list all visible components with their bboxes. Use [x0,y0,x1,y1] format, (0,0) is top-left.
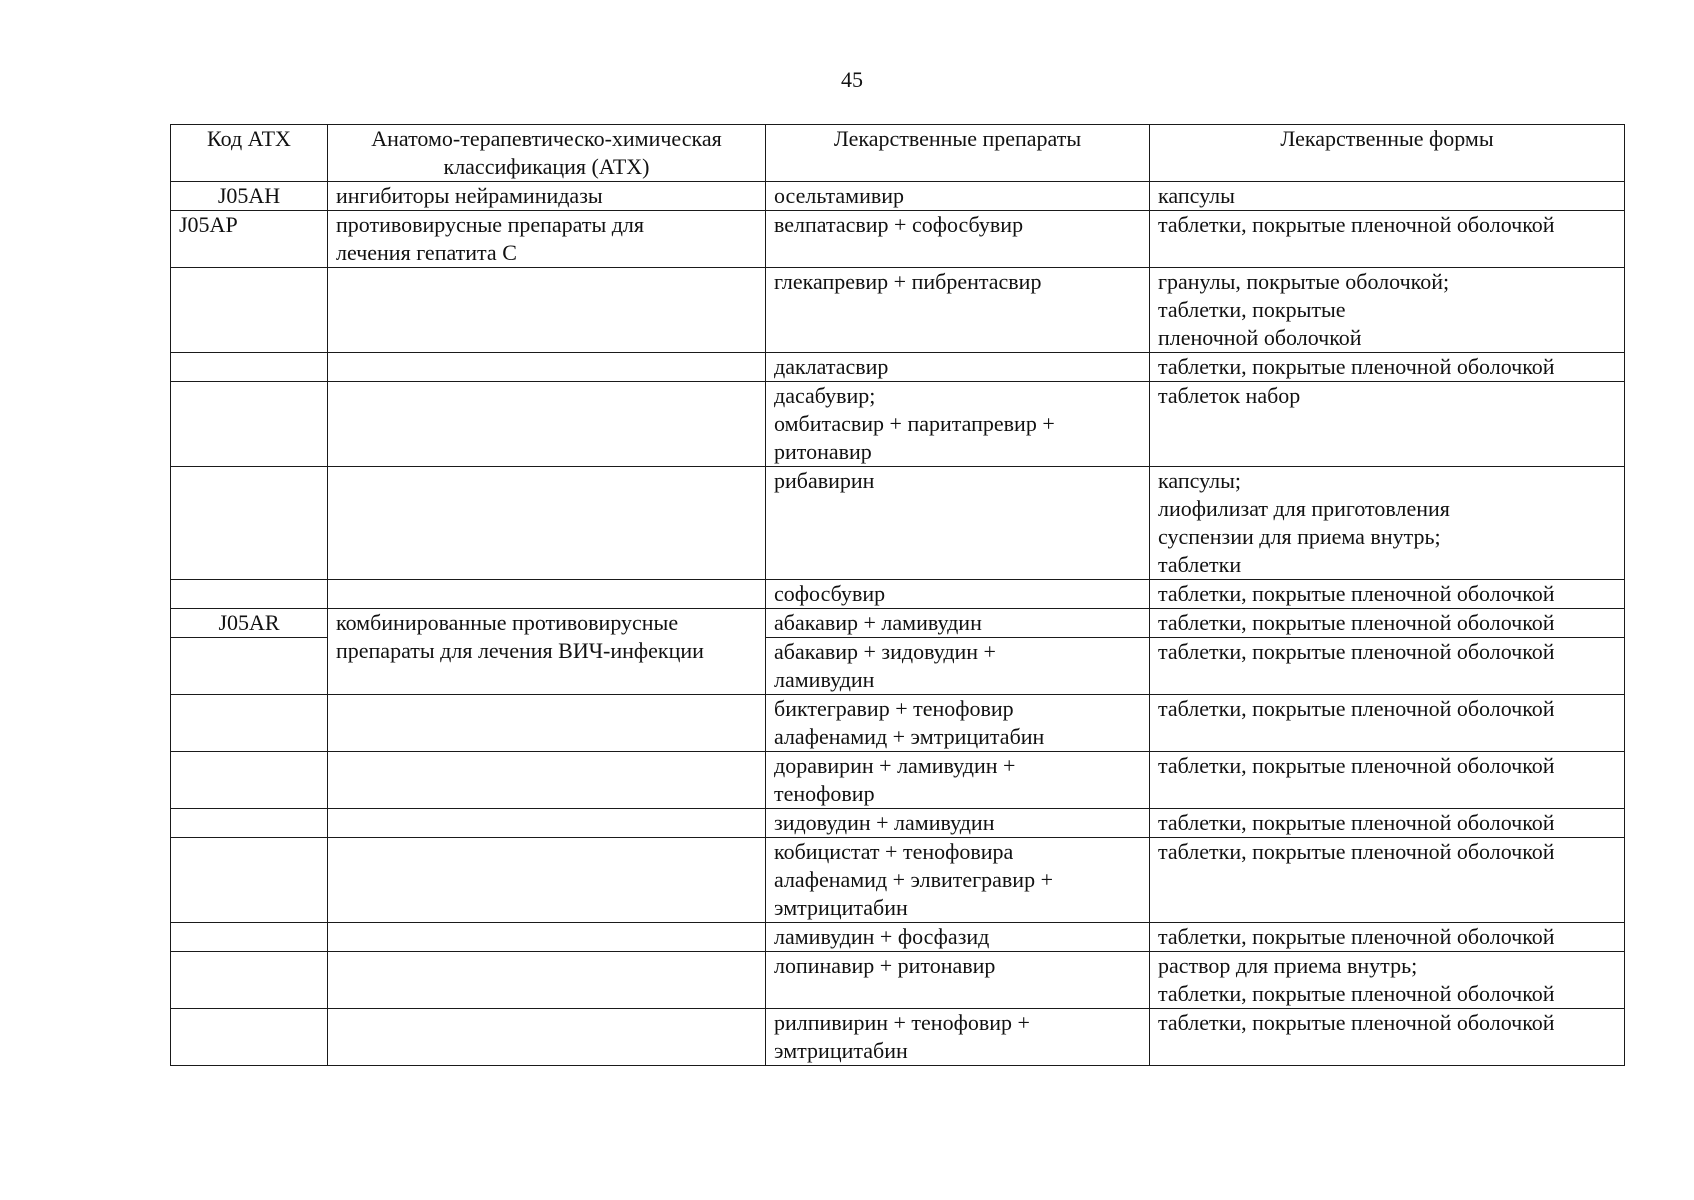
dosage-form-cell: гранулы, покрытые оболочкой; таблетки, покрытые пленочной оболочкой [1150,268,1625,353]
dosage-form-cell: таблеток набор [1150,382,1625,467]
atc-code-cell [171,268,328,353]
classification-cell: комбинированные противовирусные препараты для лечения ВИЧ-инфекции [328,609,766,695]
atc-code-cell [171,923,328,952]
table-row [171,923,1625,952]
atc-code-cell [171,1009,328,1066]
page-number: 45 [841,67,863,92]
atc-code-cell [171,695,328,752]
dosage-form-cell: таблетки, покрытые пленочной оболочкой [1150,580,1625,609]
atc-code-cell [171,752,328,809]
drug-cell: дасабувир; омбитасвир + паритапревир + ритонавир [766,382,1150,467]
classification-cell [328,695,766,752]
classification-cell: противовирусные препараты для лечения гепатита С [328,211,766,268]
dosage-form-cell: таблетки, покрытые пленочной оболочкой [1150,353,1625,382]
classification-cell [328,923,766,952]
atc-code-cell [171,838,328,923]
drug-cell: велпатасвир + софосбувир [766,211,1150,268]
atc-code-cell [171,809,328,838]
dosage-form-cell: таблетки, покрытые пленочной оболочкой [1150,752,1625,809]
dosage-form-cell: таблетки, покрытые пленочной оболочкой [1150,1009,1625,1066]
drug-cell: рилпивирин + тенофовир + эмтрицитабин [766,1009,1150,1066]
atc-code-cell [171,353,328,382]
dosage-form-cell: таблетки, покрытые пленочной оболочкой [1150,838,1625,923]
header-atc-classification: Анатомо-терапевтическо-химическая классификация (АТХ) [328,125,766,182]
atc-code-cell: J05AP [171,211,328,268]
dosage-form-cell: таблетки, покрытые пленочной оболочкой [1150,638,1625,695]
header-dosage-forms: Лекарственные формы [1150,125,1625,182]
table-row [171,211,1625,268]
drug-cell: биктегравир + тенофовир алафенамид + эмтрицитабин [766,695,1150,752]
table-row [171,752,1625,809]
dosage-form-cell: таблетки, покрытые пленочной оболочкой [1150,809,1625,838]
drug-cell: зидовудин + ламивудин [766,809,1150,838]
atc-drug-table [170,124,1625,1066]
drug-cell: софосбувир [766,580,1150,609]
classification-cell [328,268,766,353]
header-atc-code: Код АТХ [171,125,328,182]
classification-cell [328,952,766,1009]
dosage-form-cell: таблетки, покрытые пленочной оболочкой [1150,695,1625,752]
dosage-form-cell: раствор для приема внутрь; таблетки, покрытые пленочной оболочкой [1150,952,1625,1009]
table-header-row [171,125,1625,182]
table-row [171,467,1625,580]
dosage-form-cell: капсулы; лиофилизат для приготовления суспензии для приема внутрь; таблетки [1150,467,1625,580]
dosage-form-cell: таблетки, покрытые пленочной оболочкой [1150,609,1625,638]
classification-cell [328,838,766,923]
table-row [171,353,1625,382]
classification-cell [328,809,766,838]
classification-cell [328,1009,766,1066]
drug-cell: рибавирин [766,467,1150,580]
table-row [171,809,1625,838]
classification-cell [328,752,766,809]
dosage-form-cell: капсулы [1150,182,1625,211]
classification-cell [328,580,766,609]
drug-cell: лопинавир + ритонавир [766,952,1150,1009]
drug-cell: ламивудин + фосфазид [766,923,1150,952]
drug-cell: глекапревир + пибрентасвир [766,268,1150,353]
drug-cell: кобицистат + тенофовира алафенамид + элвитегравир + эмтрицитабин [766,838,1150,923]
table-row [171,580,1625,609]
table-row [171,695,1625,752]
table-row [171,609,1625,638]
atc-code-cell [171,638,328,695]
atc-code-cell: J05AR [171,609,328,638]
classification-cell [328,467,766,580]
atc-code-cell [171,580,328,609]
atc-code-cell [171,467,328,580]
table-row [171,952,1625,1009]
drug-cell: абакавир + зидовудин + ламивудин [766,638,1150,695]
atc-code-cell [171,382,328,467]
table-row [171,182,1625,211]
drug-cell: доравирин + ламивудин + тенофовир [766,752,1150,809]
drug-cell: даклатасвир [766,353,1150,382]
table-row [171,382,1625,467]
table-row [171,1009,1625,1066]
classification-cell [328,353,766,382]
atc-code-cell: J05AH [171,182,328,211]
dosage-form-cell: таблетки, покрытые пленочной оболочкой [1150,211,1625,268]
atc-code-cell [171,952,328,1009]
table-row [171,838,1625,923]
header-drugs: Лекарственные препараты [766,125,1150,182]
drug-cell: осельтамивир [766,182,1150,211]
dosage-form-cell: таблетки, покрытые пленочной оболочкой [1150,923,1625,952]
classification-cell: ингибиторы нейраминидазы [328,182,766,211]
classification-cell [328,382,766,467]
table-row [171,268,1625,353]
drug-cell: абакавир + ламивудин [766,609,1150,638]
